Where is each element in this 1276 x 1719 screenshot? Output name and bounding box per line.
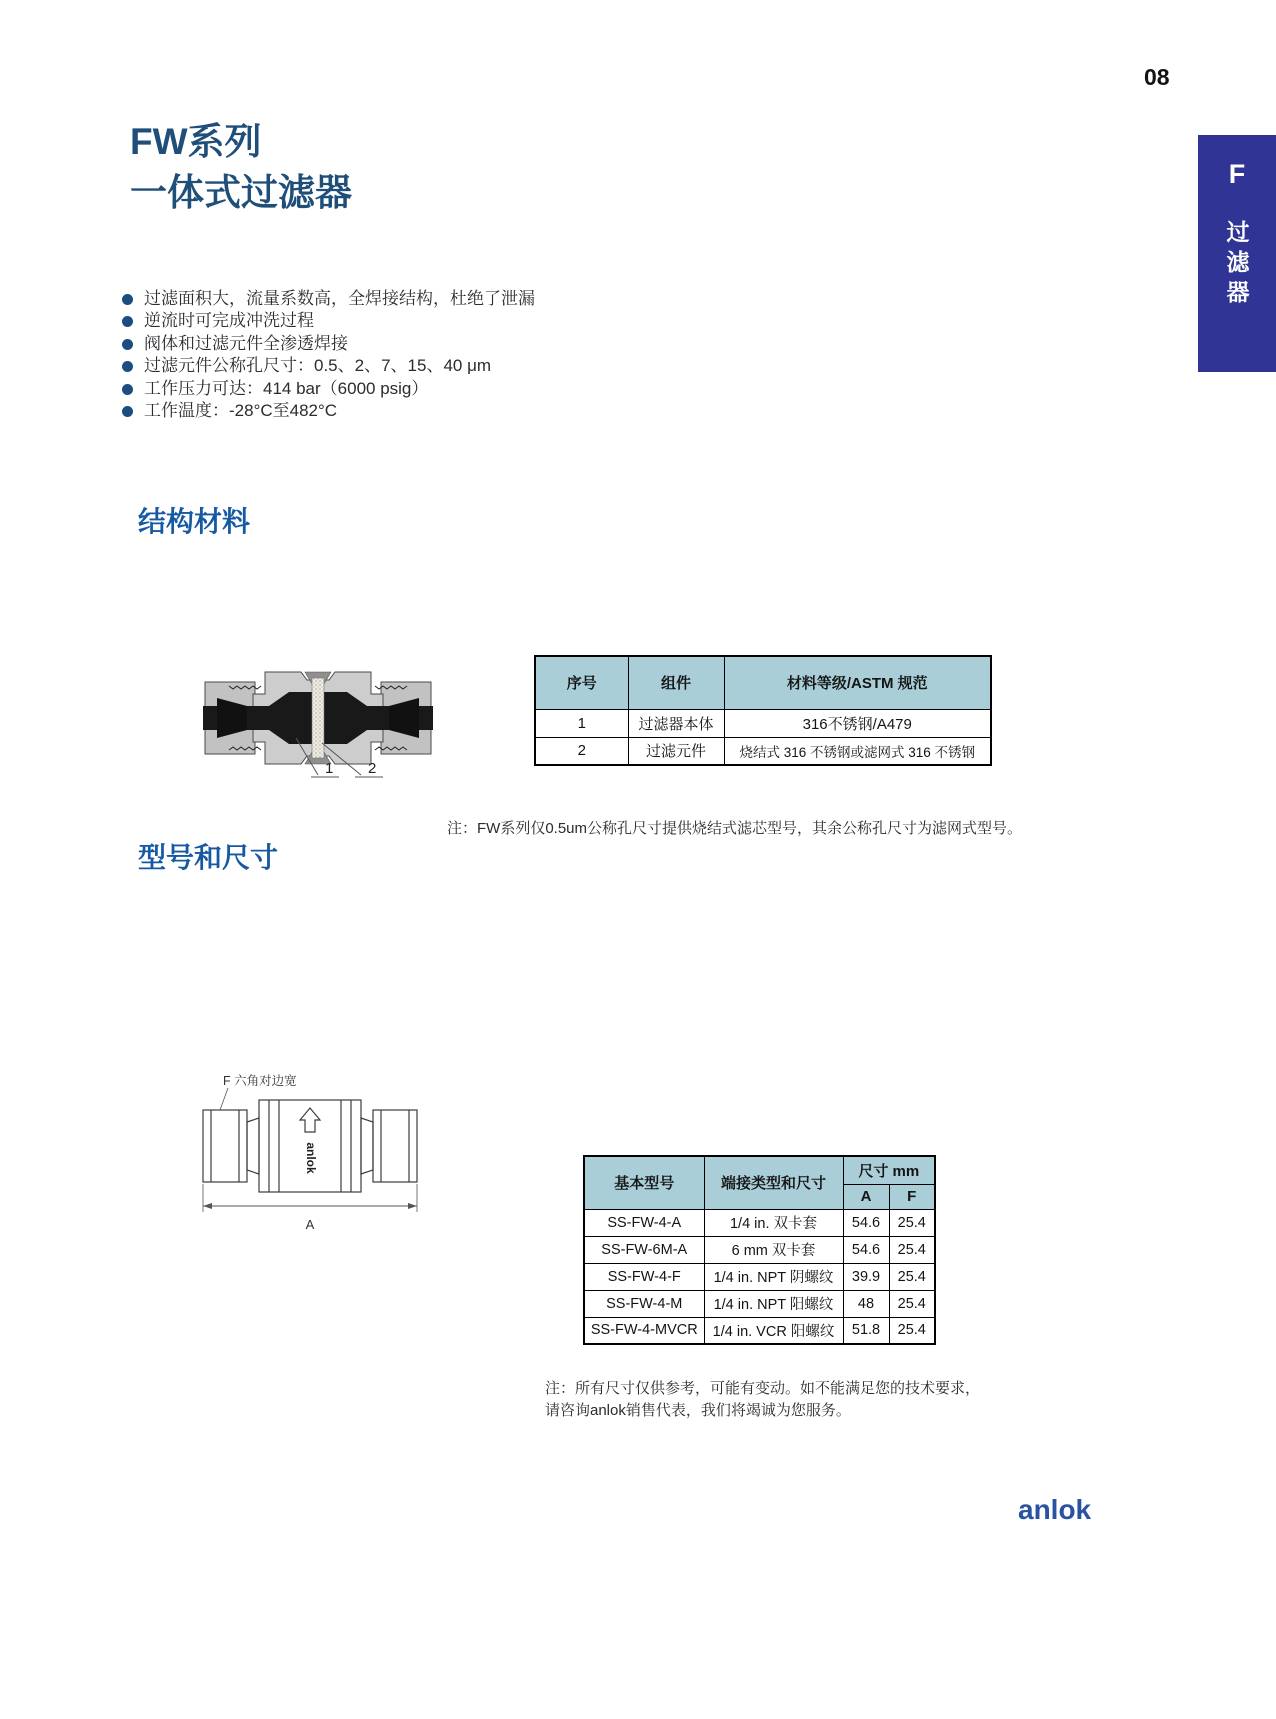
feature-item: 过滤面积大，流量系数高，全焊接结构，杜绝了泄漏 <box>122 288 535 310</box>
section-tab <box>1198 135 1276 372</box>
cell-dim-a: 48 <box>843 1290 889 1317</box>
dim-a-label: A <box>305 1217 315 1232</box>
models-note-line2: 请咨询anlok销售代表，我们将竭诚为您服务。 <box>545 1402 851 1419</box>
diagram-label-1: 1 <box>325 760 334 777</box>
feature-item: 逆流时可完成冲洗过程 <box>122 310 535 332</box>
cell-component: 过滤元件 <box>628 737 724 765</box>
cell-end-connection: 6 mm 双卡套 <box>704 1236 843 1263</box>
page-title <box>130 116 352 218</box>
feature-item: 阀体和过滤元件全渗透焊接 <box>122 333 535 355</box>
cell-dim-a: 51.8 <box>843 1317 889 1344</box>
cell-material: 烧结式 316 不锈钢或滤网式 316 不锈钢 <box>724 737 991 765</box>
feature-item: 工作压力可达：414 bar（6000 psig） <box>122 378 535 400</box>
materials-table-header-component: 组件 <box>628 656 724 709</box>
section-tab-label: 过滤器 <box>1223 220 1250 310</box>
cell-model: SS-FW-4-A <box>584 1209 704 1236</box>
table-row <box>535 709 991 737</box>
cell-dim-f: 25.4 <box>889 1290 935 1317</box>
materials-heading: 结构材料 <box>138 506 251 537</box>
filter-cross-section-diagram <box>203 648 433 788</box>
table-row <box>584 1317 935 1344</box>
materials-note: 注：FW系列仅0.5um公称孔尺寸提供烧结式滤芯型号，其余公称孔尺寸为滤网式型号。 <box>447 820 1023 837</box>
feature-item: 过滤元件公称孔尺寸：0.5、2、7、15、40 μm <box>122 355 535 377</box>
cell-material: 316不锈钢/A479 <box>724 709 991 737</box>
cell-model: SS-FW-4-F <box>584 1263 704 1290</box>
page-title-line1: FW系列 <box>130 121 262 162</box>
materials-table <box>534 655 992 766</box>
cell-end-connection: 1/4 in. NPT 阴螺纹 <box>704 1263 843 1290</box>
models-note-line1: 注：所有尺寸仅供参考，可能有变动。如不能满足您的技术要求， <box>545 1380 981 1397</box>
feature-item: 工作温度：-28°C至482°C <box>122 400 535 422</box>
cell-component: 过滤器本体 <box>628 709 724 737</box>
table-row <box>584 1236 935 1263</box>
table-row <box>584 1263 935 1290</box>
models-header-dim-f: F <box>889 1184 935 1209</box>
models-table <box>583 1155 936 1345</box>
cell-end-connection: 1/4 in. VCR 阳螺纹 <box>704 1317 843 1344</box>
cell-dim-f: 25.4 <box>889 1209 935 1236</box>
cell-dim-f: 25.4 <box>889 1263 935 1290</box>
models-header-end-connection: 端接类型和尺寸 <box>704 1156 843 1209</box>
hex-width-label: F 六角对边宽 <box>223 1074 297 1088</box>
cell-end-connection: 1/4 in. NPT 阳螺纹 <box>704 1290 843 1317</box>
table-row <box>535 737 991 765</box>
materials-table-header-material: 材料等级/ASTM 规范 <box>724 656 991 709</box>
cell-end-connection: 1/4 in. 双卡套 <box>704 1209 843 1236</box>
models-heading: 型号和尺寸 <box>138 842 279 873</box>
cell-model: SS-FW-6M-A <box>584 1236 704 1263</box>
materials-table-header-index: 序号 <box>535 656 628 709</box>
cell-model: SS-FW-4-MVCR <box>584 1317 704 1344</box>
table-row <box>584 1209 935 1236</box>
diagram-label-2: 2 <box>368 760 377 777</box>
cell-index: 1 <box>535 709 628 737</box>
page-title-line2: 一体式过滤器 <box>130 172 352 213</box>
cell-dim-a: 39.9 <box>843 1263 889 1290</box>
cell-model: SS-FW-4-M <box>584 1290 704 1317</box>
cell-dim-a: 54.6 <box>843 1209 889 1236</box>
models-note <box>545 1378 980 1422</box>
filter-dimension-drawing <box>195 1070 430 1235</box>
table-row <box>584 1290 935 1317</box>
brand-logo: anlok <box>1018 1494 1092 1525</box>
page-number: 08 <box>1144 64 1170 90</box>
feature-list <box>122 288 535 422</box>
cell-dim-f: 25.4 <box>889 1236 935 1263</box>
cell-index: 2 <box>535 737 628 765</box>
section-tab-letter: F <box>1228 159 1246 189</box>
models-header-model: 基本型号 <box>584 1156 704 1209</box>
cell-dim-a: 54.6 <box>843 1236 889 1263</box>
drawing-body-text: anlok <box>304 1142 318 1174</box>
models-header-dimensions: 尺寸 mm <box>843 1156 935 1184</box>
models-header-dim-a: A <box>843 1184 889 1209</box>
cell-dim-f: 25.4 <box>889 1317 935 1344</box>
